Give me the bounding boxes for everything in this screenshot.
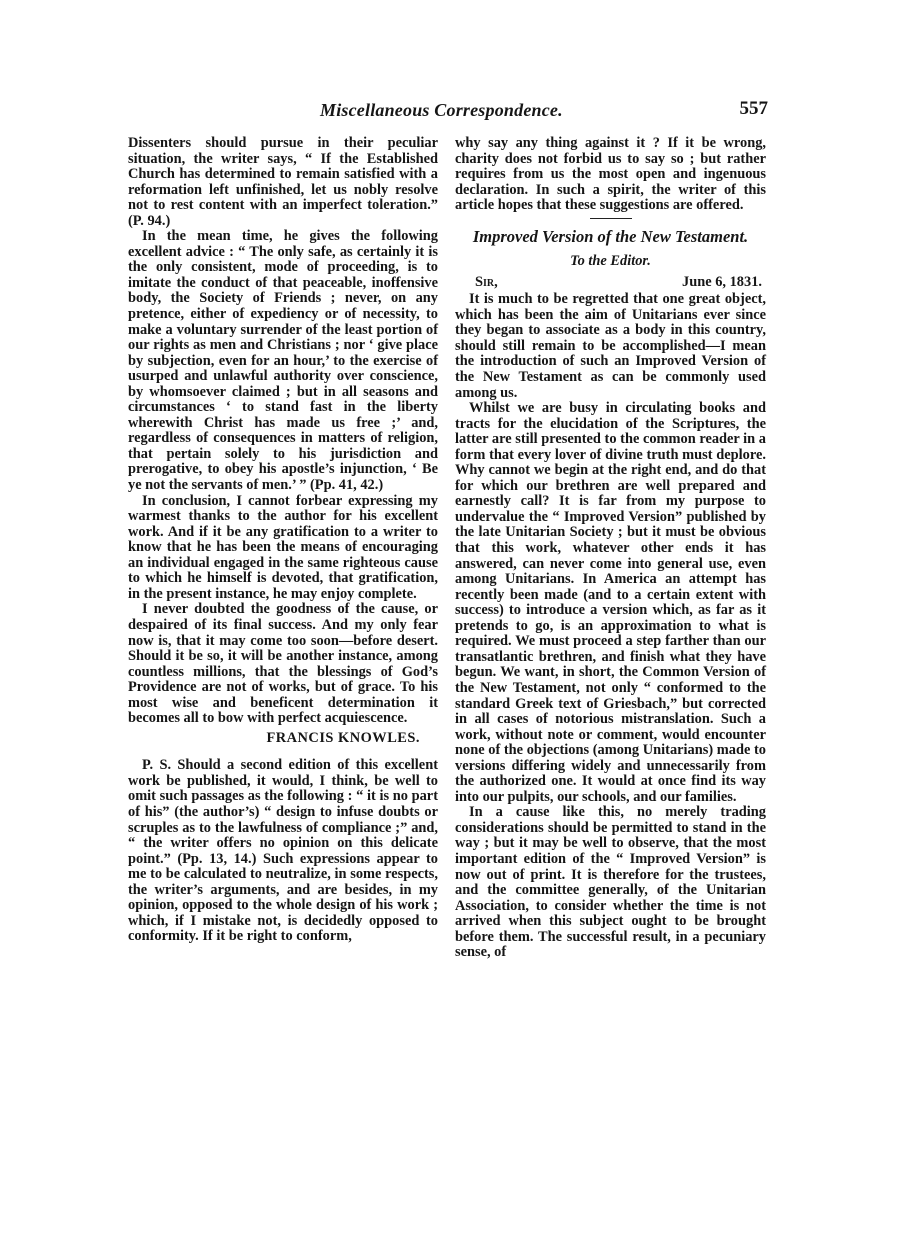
- salutation-line: [455, 275, 766, 291]
- paragraph: In the mean time, he gives the following excellent advice : “ The only safe, as certainly it is the only consistent, mode of proceeding, is to imitate the conduct of that peaceable, inoffensive body, the Society of Friends ; never, on any pretence, either of expediency or of necessity, to make a voluntary surrender of the least portion of our rights as men and Christians ; nor ‘ give place by subjection, even for an hour,’ to the exercise of usurped and unlawful authority over conscience, by whomsoever claimed ; but in all seasons and circumstances ‘ to stand fast in the liberty wherewith Christ has made us free ;’ and, regardless of consequences in matters of religion, that pertain solely to his jurisdiction and prerogative, to obey his apostle’s injunction, ‘ Be ye not the servants of men.’ ” (Pp. 41, 42.): [128, 228, 438, 494]
- running-head: [128, 100, 768, 126]
- left-column: [128, 136, 438, 945]
- right-column: [455, 136, 766, 961]
- paragraph: In a cause like this, no merely trading considerations should be permitted to stand in the way ; but it may be well to observe, that the most important edition of the “ Improved Version” is now out of print. It is therefore for the trustees, and the committee generally, of the Unitarian Association, to consider whether the time is not arrived when this subject ought to be brought before them. The successful result, in a pecuniary sense, of: [455, 804, 766, 961]
- letter-date: June 6, 1831.: [682, 274, 762, 291]
- paragraph: why say any thing against it ? If it be wrong, charity does not forbid us to say so ; but rather requires from us the most open and ingenuous declaration. In such a spirit, the writer of this article hopes that these suggestions are offered.: [455, 135, 766, 214]
- paragraph: It is much to be regretted that one great object, which has been the aim of Unitarians ever since they began to associate as a body in this country, should still remain to be accomplished—I mean the introduction of such an Improved Version of the New Testament as can be commonly used among us.: [455, 291, 766, 401]
- postscript: P. S. Should a second edition of this excellent work be published, it would, I think, be well to omit such passages as the following : “ it is no part of his” (the author’s) “ design to infuse doubts or scruples as to the lawfulness of compliance ;” and, “ the writer offers no opinion on this delicate point.” (Pp. 13, 14.) Such expressions appear to me to be calculated to neutralize, in some respects, the writer’s arguments, and are besides, in my opinion, opposed to the whole design of his work ; which, if I mistake not, is decidedly opposed to conformity. If it be right to conform,: [128, 757, 438, 945]
- running-title: Miscellaneous Correspondence.: [320, 100, 563, 120]
- signature: FRANCIS KNOWLES.: [266, 729, 420, 746]
- paragraph: Dissenters should pursue in their peculiar situation, the writer says, “ If the Established Church has determined to remain satisfied with a reformation left unfinished, let us nobly resolve not to rest content with an imperfect toleration.” (P. 94.): [128, 135, 438, 229]
- paragraph: Whilst we are busy in circulating books and tracts for the elucidation of the Scriptures, the latter are still presented to the common reader in a form that every lover of divine truth must deplore. Why cannot we begin at the right end, and do that for which our brethren are well prepared and earnestly call? It is far from my purpose to undervalue the “ Improved Version” published by the late Unitarian Society ; but it must be obvious that this work, whatever other ends it has answered, can never come into general use, even among Unitarians. In America an attempt has recently been made (and to a certain extent with success) to introduce a version which, as far as it pretends to go, is an approximation to what is required. We must proceed a step farther than our transatlantic brethren, and finish what they have begun. We want, in short, the Common Version of the New Testament, not only “ conformed to the standard Greek text of Griesbach,” but corrected in all cases of notorious mistranslation. Such a work, without note or comment, would encounter none of the objections (among Unitarians) made to versions differing widely and unnecessarily from the authorized one. It would at once find its way into our pulpits, our schools, and our families.: [455, 400, 766, 805]
- paragraph: I never doubted the goodness of the cause, or despaired of its final success. And my only fear now is, that it may come too soon—before desert. Should it be so, it will be another instance, among countless millions, that the blessings of God’s Providence are not of works, but of grace. To his most wise and beneficent determination it becomes all to bow with perfect acquiescence.: [128, 601, 438, 727]
- paragraph: In conclusion, I cannot forbear expressing my warmest thanks to the author for his excellent work. And if it be any gratification to a writer to know that he has been the means of encouraging an individual engaged in the same righteous cause to which he himself is devoted, that gratification, in the present instance, he may enjoy complete.: [128, 492, 438, 602]
- salutation: Sir,: [475, 274, 498, 291]
- section-divider: [590, 218, 632, 219]
- article-title: Improved Version of the New Testament.: [472, 226, 749, 246]
- to-editor-heading: To the Editor.: [570, 252, 651, 269]
- page-number: 557: [739, 98, 768, 119]
